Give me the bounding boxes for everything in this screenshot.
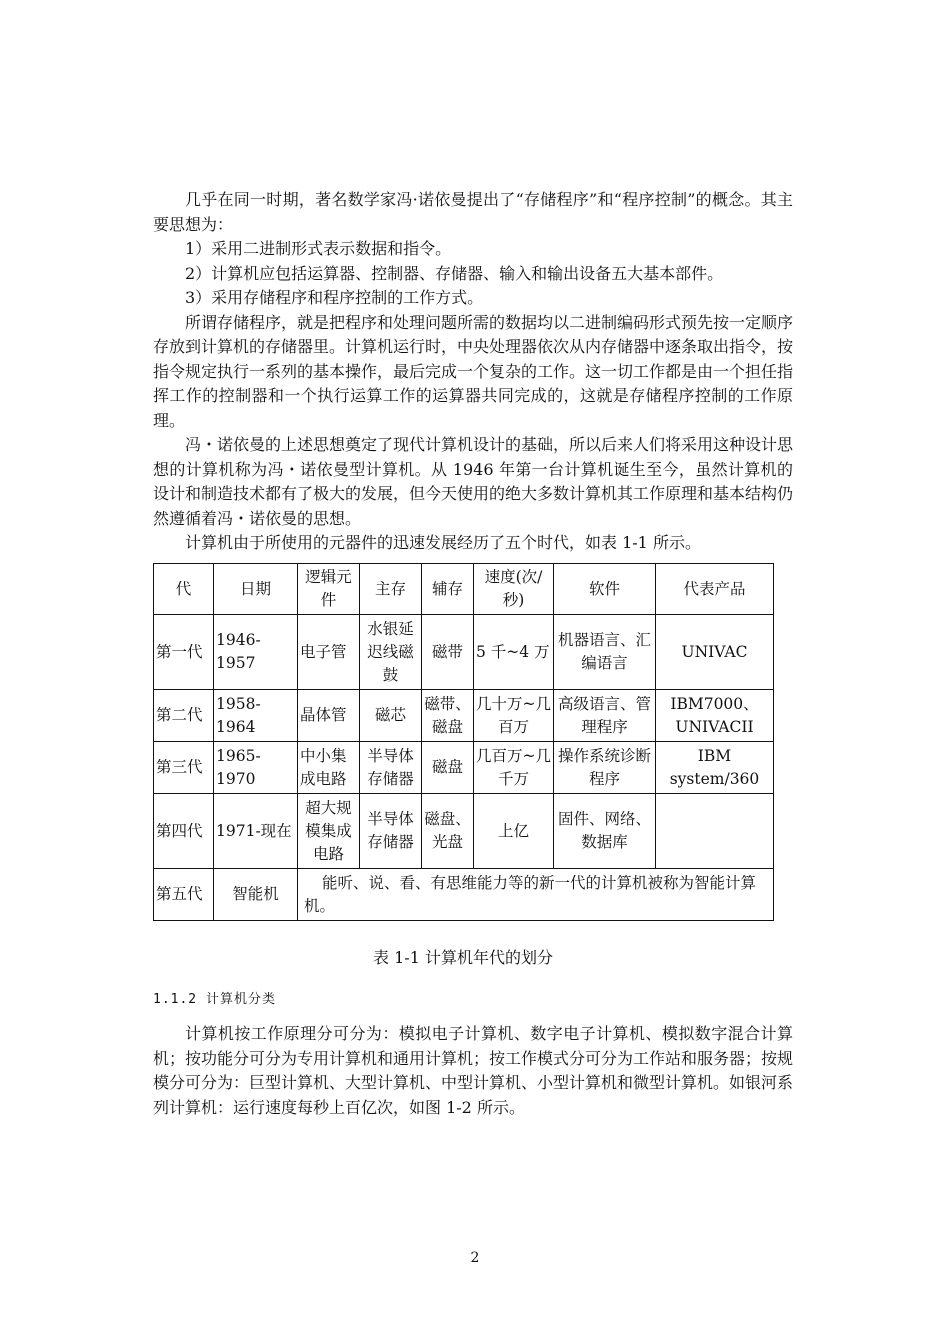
table-caption: 表 1-1 计算机年代的划分 bbox=[373, 948, 553, 967]
header-cell: 日期 bbox=[214, 564, 298, 615]
table-cell: 高级语言、管理程序 bbox=[554, 690, 656, 742]
table-cell: 智能机 bbox=[214, 869, 298, 921]
classification-section bbox=[153, 1022, 793, 1120]
principle-item-1: 1）采用二进制形式表示数据和指令。 bbox=[185, 239, 452, 258]
table-cell: 上亿 bbox=[474, 794, 554, 869]
table-cell: 5 千~4 万 bbox=[474, 615, 554, 690]
header-cell: 逻辑元件 bbox=[298, 564, 360, 615]
section-heading: 1.1.2 计算机分类 bbox=[153, 992, 276, 1007]
table-cell: 1958-1964 bbox=[214, 690, 298, 742]
table-cell: 能听、说、看、有思维能力等的新一代的计算机被称为智能计算机。 bbox=[298, 869, 774, 921]
table-cell: 1965-1970 bbox=[214, 742, 298, 794]
header-cell: 代表产品 bbox=[656, 564, 774, 615]
table-cell: 磁带、磁盘 bbox=[422, 690, 474, 742]
table-cell: 第二代 bbox=[154, 690, 214, 742]
intro-paragraph: 几乎在同一时期，著名数学家冯·诺依曼提出了“存储程序”和“程序控制”的概念。其主要思想为： bbox=[153, 190, 793, 234]
table-cell: 磁芯 bbox=[360, 690, 422, 742]
generations-intro-paragraph: 计算机由于所使用的元器件的迅速发展经历了五个时代，如表 1-1 所示。 bbox=[185, 533, 701, 552]
table-row bbox=[154, 742, 774, 794]
principle-item-2: 2）计算机应包括运算器、控制器、存储器、输入和输出设备五大基本部件。 bbox=[185, 263, 724, 283]
table-cell: 几十万~几百万 bbox=[474, 690, 554, 742]
table-cell: 电子管 bbox=[298, 615, 360, 690]
table-cell: UNIVAC bbox=[656, 615, 774, 690]
table-cell bbox=[656, 794, 774, 869]
intro-section bbox=[153, 188, 793, 556]
header-cell: 主存 bbox=[360, 564, 422, 615]
table-cell: 第三代 bbox=[154, 742, 214, 794]
table-cell: 操作系统诊断程序 bbox=[554, 742, 656, 794]
table-cell: IBM7000、UNIVACII bbox=[656, 690, 774, 742]
von-neumann-paragraph: 冯・诺依曼的上述思想奠定了现代计算机设计的基础，所以后来人们将采用这种设计思想的计算机称为冯・诺依曼型计算机。从 1946 年第一台计算机诞生至今，虽然计算机的设计和制造技术都有了极大的发展，但今天使用的绝大多数计算机其工作原理和基本结构仍然遵循着冯・诺依曼的思想。 bbox=[153, 435, 794, 528]
table-row bbox=[154, 690, 774, 742]
header-cell: 速度(次/秒) bbox=[474, 564, 554, 615]
header-cell: 代 bbox=[154, 564, 214, 615]
table-row bbox=[154, 615, 774, 690]
table-cell: 固件、网络、数据库 bbox=[554, 794, 656, 869]
table-row bbox=[154, 794, 774, 869]
table-header-row bbox=[154, 564, 774, 615]
header-cell: 软件 bbox=[554, 564, 656, 615]
page-number: 2 bbox=[470, 1250, 480, 1266]
table-cell: 磁带 bbox=[422, 615, 474, 690]
table-cell: 1946-1957 bbox=[214, 615, 298, 690]
table-cell: 超大规模集成电路 bbox=[298, 794, 360, 869]
table-cell: 中小集成电路 bbox=[298, 742, 360, 794]
table-cell: 磁盘、光盘 bbox=[422, 794, 474, 869]
table-cell: 1971-现在 bbox=[214, 794, 298, 869]
table-cell: IBM system/360 bbox=[656, 742, 774, 794]
table-cell: 第四代 bbox=[154, 794, 214, 869]
table-cell: 几百万~几千万 bbox=[474, 742, 554, 794]
table-cell: 第五代 bbox=[154, 869, 214, 921]
table-cell: 第一代 bbox=[154, 615, 214, 690]
table-cell: 半导体存储器 bbox=[360, 794, 422, 869]
table-cell: 磁盘 bbox=[422, 742, 474, 794]
table-row bbox=[154, 869, 774, 921]
principle-item-3: 3）采用存储程序和程序控制的工作方式。 bbox=[185, 288, 484, 307]
table-cell: 半导体存储器 bbox=[360, 742, 422, 794]
header-cell: 辅存 bbox=[422, 564, 474, 615]
generations-table bbox=[153, 563, 774, 921]
table-cell: 水银延迟线磁鼓 bbox=[360, 615, 422, 690]
stored-program-paragraph: 所谓存储程序，就是把程序和处理问题所需的数据均以二进制编码形式预先按一定顺序存放到计算机的存储器里。计算机运行时，中央处理器依次从内存储器中逐条取出指令，按指令规定执行一系列的基本操作，最后完成一个复杂的工作。这一切工作都是由一个担任指挥工作的控制器和一个执行运算工作的运算器共同完成的，这就是存储程序控制的工作原理。 bbox=[153, 312, 794, 430]
table-cell: 晶体管 bbox=[298, 690, 360, 742]
classification-paragraph: 计算机按工作原理分可分为：模拟电子计算机、数字电子计算机、模拟数字混合计算机；按功能分可分为专用计算机和通用计算机；按工作模式分可分为工作站和服务器；按规模分可分为：巨型计算机、大型计算机、中型计算机、小型计算机和微型计算机。如银河系列计算机：运行速度每秒上百亿次，如图 1-2 所示。 bbox=[153, 1024, 794, 1117]
table-cell: 机器语言、汇编语言 bbox=[554, 615, 656, 690]
